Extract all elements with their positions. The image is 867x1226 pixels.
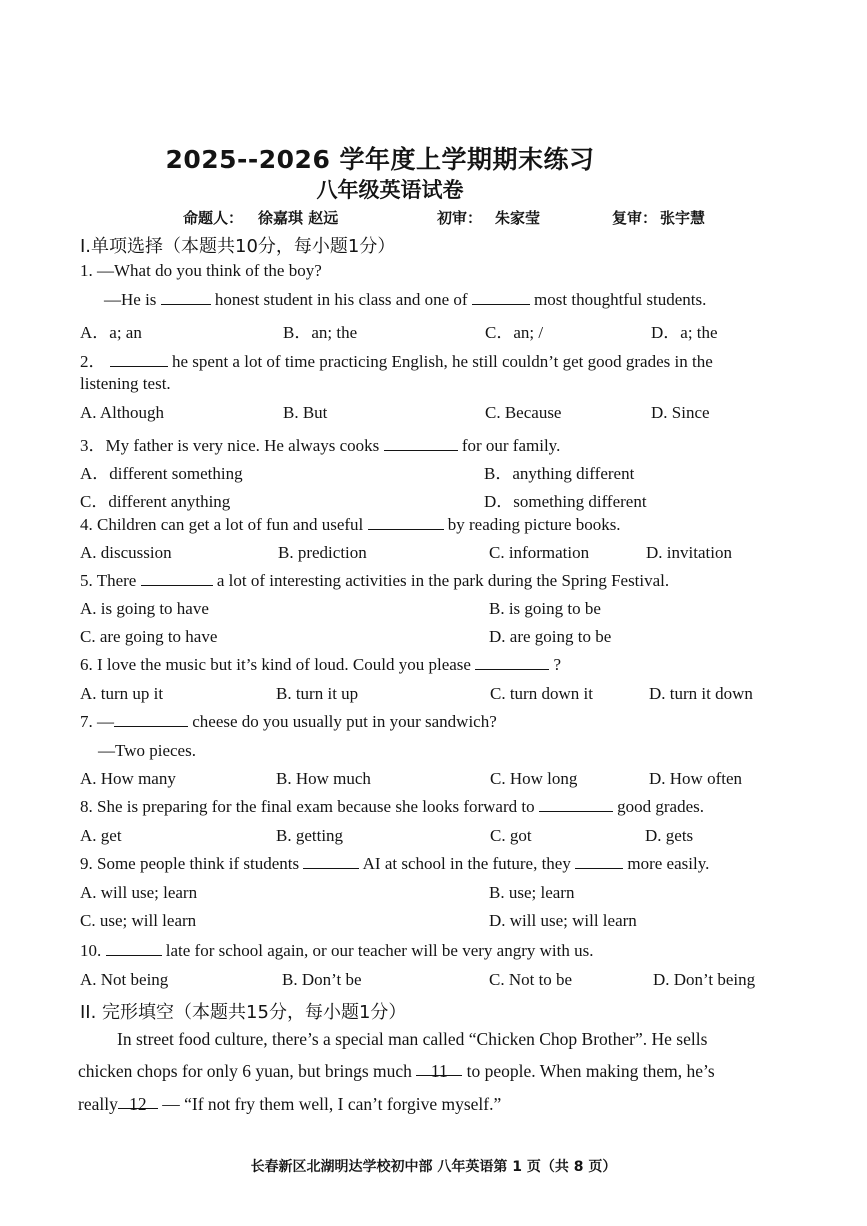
answer-blank[interactable] (539, 797, 613, 812)
q6-option-c[interactable]: C. turn down it (490, 684, 593, 703)
second-review-name: 张宇慧 (660, 209, 706, 227)
page-footer: 长春新区北湖明达学校初中部 八年英语第 1 页（共 8 页） (250, 1159, 617, 1175)
q7-reply: —Two pieces. (98, 741, 196, 760)
q4-option-a[interactable]: A. discussion (80, 543, 172, 562)
q10-option-b[interactable]: B. Don’t be (282, 970, 362, 989)
q7-option-a[interactable]: A. How many (80, 769, 176, 788)
q10-option-d[interactable]: D. Don’t being (653, 970, 756, 989)
q9-stem: 9. Some people think if students AI at school in the future, they more easily. (80, 854, 710, 873)
q6-option-a[interactable]: A. turn up it (80, 684, 164, 703)
q2-stem: 2． he spent a lot of time practicing English, he still couldn’t get good grades in the (80, 352, 713, 371)
q9-option-c[interactable]: C. use; will learn (80, 911, 197, 930)
q4-option-c[interactable]: C. information (489, 543, 590, 562)
first-review-label: 初审： (437, 209, 483, 227)
q5-option-d[interactable]: D. are going to be (489, 627, 612, 646)
q2-option-a[interactable]: A. Although (80, 403, 165, 422)
q7-option-b[interactable]: B. How much (276, 769, 371, 788)
answer-blank[interactable] (475, 655, 549, 670)
q10-option-a[interactable]: A. Not being (80, 970, 169, 989)
q4-stem: 4. Children can get a lot of fun and useful by reading picture books. (80, 515, 621, 534)
q2-option-b[interactable]: B. But (283, 403, 328, 422)
cloze-blank-12[interactable]: 12 (118, 1094, 158, 1109)
answer-blank[interactable] (114, 712, 188, 727)
q6-stem: 6. I love the music but it’s kind of loud. Could you please ? (80, 655, 562, 674)
q3-option-d[interactable]: D．something different (484, 492, 647, 511)
q3-option-b[interactable]: B．anything different (484, 464, 635, 483)
q2-stem-cont: listening test. (80, 374, 171, 393)
q3-option-c[interactable]: C．different anything (80, 492, 231, 511)
q10-stem: 10. late for school again, or our teacher will be very angry with us. (80, 941, 594, 960)
q1-option-d[interactable]: D．a; the (651, 323, 718, 342)
q7-option-d[interactable]: D. How often (649, 769, 743, 788)
q5-stem: 5. There a lot of interesting activities in the park during the Spring Festival. (80, 571, 670, 590)
q5-option-c[interactable]: C. are going to have (80, 627, 218, 646)
answer-blank[interactable] (161, 290, 211, 305)
q3-option-a[interactable]: A．different something (80, 464, 243, 483)
answer-blank[interactable] (106, 941, 162, 956)
q1-option-c[interactable]: C．an; / (485, 323, 544, 342)
q8-stem: 8. She is preparing for the final exam because she looks forward to good grades. (80, 797, 704, 816)
q5-option-a[interactable]: A. is going to have (80, 599, 209, 618)
cloze-line-2: chicken chops for only 6 yuan, but brings much 11 to people. When making them, he’s (78, 1061, 715, 1081)
q6-option-b[interactable]: B. turn it up (276, 684, 359, 703)
q6-option-d[interactable]: D. turn it down (649, 684, 753, 703)
setter-label: 命题人： (183, 209, 244, 227)
answer-blank[interactable] (384, 436, 458, 451)
q8-option-a[interactable]: A. get (80, 826, 122, 845)
cloze-line-1: In street food culture, there’s a special man called “Chicken Chop Brother”. He sells (117, 1029, 708, 1049)
exam-subtitle: 八年级英语试卷 (316, 177, 464, 202)
q4-option-b[interactable]: B. prediction (278, 543, 367, 562)
answer-blank[interactable] (575, 854, 623, 869)
q9-option-d[interactable]: D. will use; will learn (489, 911, 637, 930)
q2-option-c[interactable]: C. Because (485, 403, 562, 422)
q7-stem: 7. — cheese do you usually put in your sandwich? (80, 712, 497, 731)
first-review-name: 朱家莹 (495, 209, 541, 227)
cloze-blank-11[interactable]: 11 (416, 1061, 462, 1076)
exam-title: 2025--2026 学年度上学期期末练习 (165, 145, 595, 174)
section-1-title: I.单项选择（本题共10分，每小题1分） (80, 236, 396, 257)
q1-stem: 1. —What do you think of the boy? (80, 261, 322, 280)
second-review-label: 复审： (612, 209, 658, 227)
answer-blank[interactable] (110, 352, 168, 367)
q8-option-d[interactable]: D. gets (645, 826, 694, 845)
cloze-line-3: really 12 — “If not fry them well, I can’t forgive myself.” (78, 1094, 502, 1114)
q7-option-c[interactable]: C. How long (490, 769, 578, 788)
answer-blank[interactable] (368, 515, 444, 530)
section-2-title: II. 完形填空（本题共15分，每小题1分） (80, 1002, 407, 1023)
q2-option-d[interactable]: D. Since (651, 403, 710, 422)
q1-option-b[interactable]: B．an; the (283, 323, 358, 342)
q9-option-b[interactable]: B. use; learn (489, 883, 575, 902)
q1-answer-line: —He is honest student in his class and one of most thoughtful students. (104, 290, 707, 309)
q9-option-a[interactable]: A. will use; learn (80, 883, 198, 902)
answer-blank[interactable] (472, 290, 530, 305)
q3-stem: 3．My father is very nice. He always cooks for our family. (80, 436, 561, 455)
answer-blank[interactable] (141, 571, 213, 586)
q4-option-d[interactable]: D. invitation (646, 543, 732, 562)
q8-option-c[interactable]: C. got (490, 826, 532, 845)
setter-names: 徐嘉琪 赵远 (258, 209, 339, 227)
q1-option-a[interactable]: A．a; an (80, 323, 142, 342)
answer-blank[interactable] (303, 854, 359, 869)
q8-option-b[interactable]: B. getting (276, 826, 344, 845)
q5-option-b[interactable]: B. is going to be (489, 599, 601, 618)
q10-option-c[interactable]: C. Not to be (489, 970, 573, 989)
